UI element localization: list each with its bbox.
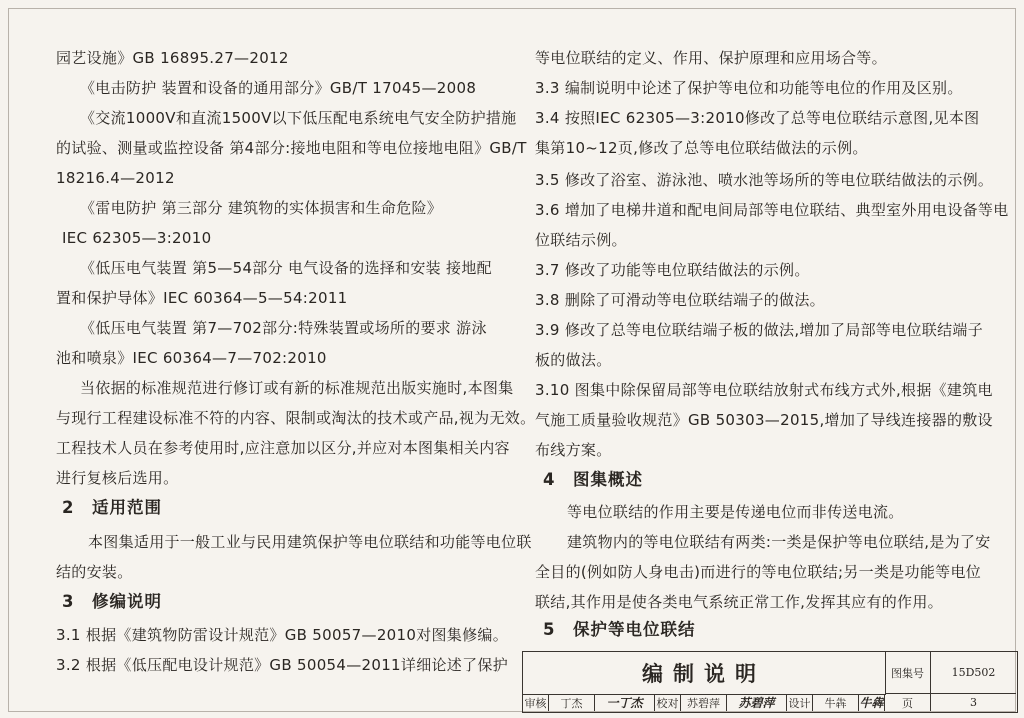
section-heading-5: [543, 620, 696, 640]
text-line: 板的做法。: [535, 351, 612, 369]
text-line: 3.7 修改了功能等电位联结做法的示例。: [535, 261, 810, 279]
text-line: 本图集适用于一般工业与民用建筑保护等电位联结和功能等电位联: [88, 533, 532, 551]
text-line: 3.8 删除了可滑动等电位联结端子的做法。: [535, 291, 825, 309]
text-line: 联结,其作用是使各类电气系统正常工作,发挥其应有的作用。: [535, 593, 943, 611]
text-line: 3.6 增加了电梯井道和配电间局部等电位联结、典型室外用电设备等电: [535, 201, 1009, 219]
signature-row: [523, 694, 1017, 711]
section-title: 保护等电位联结: [573, 620, 696, 639]
text-line: 等电位联结的作用主要是传递电位而非传送电流。: [567, 503, 904, 521]
text-line: 结的安装。: [56, 563, 133, 581]
text-line: 18216.4—2012: [56, 169, 175, 187]
section-title: 图集概述: [573, 470, 643, 489]
text-line: 位联结示例。: [535, 231, 627, 249]
reviewer-signature: 一丁杰: [595, 694, 655, 711]
section-number: 2: [62, 498, 75, 517]
check-label: 校对: [655, 694, 681, 711]
text-line: 当依据的标准规范进行修订或有新的标准规范出版实施时,本图集: [80, 379, 514, 397]
review-label: 审核: [523, 694, 549, 711]
text-line: 布线方案。: [535, 441, 612, 459]
text-line: 3.9 修改了总等电位联结端子板的做法,增加了局部等电位联结端子: [535, 321, 983, 339]
title-block: [522, 651, 1018, 713]
text-line: IEC 62305—3:2010: [62, 229, 212, 247]
text-line: 全目的(例如防人身电击)而进行的等电位联结;另一类是功能等电位: [535, 563, 982, 581]
text-line: 等电位联结的定义、作用、保护原理和应用场合等。: [535, 49, 887, 67]
text-line: 3.1 根据《建筑物防雷设计规范》GB 50057—2010对图集修编。: [56, 626, 508, 644]
section-title: 修编说明: [92, 592, 162, 611]
text-line: 与现行工程建设标准不符的内容、限制或淘汰的技术或产品,视为无效。: [56, 409, 536, 427]
text-line: 置和保护导体》IEC 60364—5—54:2011: [56, 289, 348, 307]
section-heading-3: [62, 592, 162, 612]
drawing-title: 编制说明: [523, 652, 886, 695]
text-line: 3.4 按照IEC 62305—3:2010修改了总等电位联结示意图,见本图: [535, 109, 980, 127]
page-label: 页: [885, 694, 931, 711]
text-line: 工程技术人员在参考使用时,应注意加以区分,并应对本图集相关内容: [56, 439, 510, 457]
text-line: 3.5 修改了浴室、游泳池、喷水池等场所的等电位联结做法的示例。: [535, 171, 994, 189]
page-number: 3: [970, 696, 977, 709]
text-line: 集第10~12页,修改了总等电位联结做法的示例。: [535, 139, 868, 157]
atlas-no: 15D502: [931, 652, 1016, 694]
section-heading-4: [543, 470, 643, 490]
text-line: 《低压电气装置 第7—702部分:特殊装置或场所的要求 游泳: [80, 319, 487, 337]
text-line: 3.3 编制说明中论述了保护等电位和功能等电位的作用及区别。: [535, 79, 963, 97]
atlas-no-label: 图集号: [885, 652, 931, 694]
section-number: 4: [543, 470, 556, 489]
text-line: 建筑物内的等电位联结有两类:一类是保护等电位联结,是为了安: [567, 533, 991, 551]
section-title: 适用范围: [92, 498, 162, 517]
designer-signature: 牛犇: [859, 696, 884, 710]
section-heading-2: [62, 498, 162, 518]
text-line: 3.10 图集中除保留局部等电位联结放射式布线方式外,根据《建筑电: [535, 381, 993, 399]
text-line: 《交流1000V和直流1500V以下低压配电系统电气安全防护措施: [80, 109, 517, 127]
checker-name: 苏碧萍: [681, 694, 727, 711]
text-line: 进行复核后选用。: [56, 469, 179, 487]
text-line: 园艺设施》GB 16895.27—2012: [56, 49, 289, 67]
text-line: 3.2 根据《低压配电设计规范》GB 50054—2011详细论述了保护: [56, 656, 508, 674]
text-line: 《低压电气装置 第5—54部分 电气设备的选择和安装 接地配: [80, 259, 492, 277]
text-line: 《雷电防护 第三部分 建筑物的实体损害和生命危险》: [80, 199, 443, 217]
text-line: 的试验、测量或监控设备 第4部分:接地电阻和等电位接地电阻》GB/T: [56, 139, 527, 157]
designer-name: 牛犇: [813, 694, 859, 711]
section-number: 3: [62, 592, 75, 611]
text-line: 气施工质量验收规范》GB 50303—2015,增加了导线连接器的敷设: [535, 411, 993, 429]
section-number: 5: [543, 620, 556, 639]
text-line: 《电击防护 装置和设备的通用部分》GB/T 17045—2008: [80, 79, 477, 97]
design-label: 设计: [787, 694, 813, 711]
checker-signature: 苏碧萍: [727, 694, 787, 711]
reviewer-name: 丁杰: [549, 694, 595, 711]
text-line: 池和喷泉》IEC 60364—7—702:2010: [56, 349, 327, 367]
